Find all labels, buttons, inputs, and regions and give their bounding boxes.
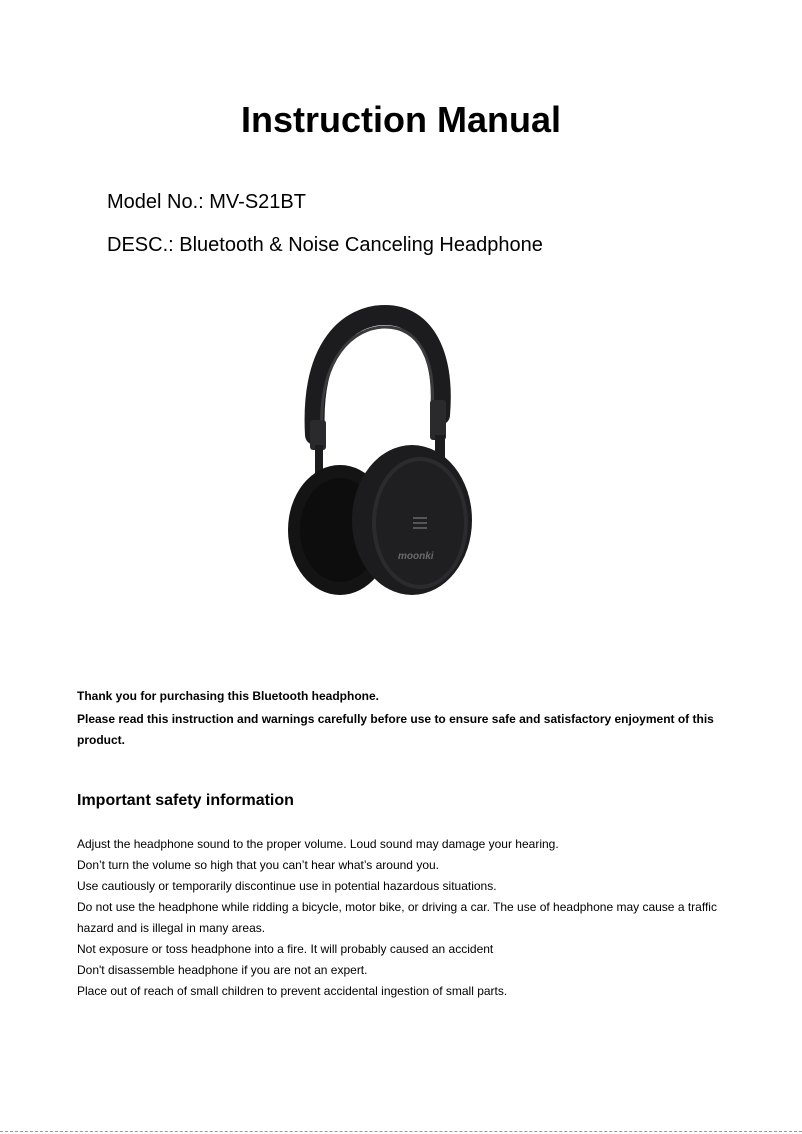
headband-icon (315, 315, 441, 435)
intro-section (77, 686, 737, 751)
page-bottom-divider (0, 1131, 802, 1132)
safety-item: Do not use the headphone while ridding a bicycle, motor bike, or driving a car. The use of headphone may cause a traffic hazard and is illegal in many areas. (77, 900, 717, 935)
safety-item: Place out of reach of small children to prevent accidental ingestion of small parts. (77, 984, 508, 998)
headphone-product-image (270, 305, 490, 605)
safety-item: Adjust the headphone sound to the proper volume. Loud sound may damage your hearing. (77, 837, 559, 851)
intro-thanks: Thank you for purchasing this Bluetooth headphone. (77, 689, 380, 703)
safety-item: Use cautiously or temporarily discontinue use in potential hazardous situations. (77, 879, 497, 893)
intro-warning: Please read this instruction and warnings carefully before use to ensure safe and satisfactory enjoyment of this product. (77, 712, 714, 747)
document-title: Instruction Manual (240, 99, 561, 140)
brand-logo: moonki (398, 551, 434, 562)
safety-list (77, 834, 737, 1002)
safety-item: Don’t turn the volume so high that you can’t hear what’s around you. (77, 858, 439, 872)
safety-item: Don't disassemble headphone if you are not an expert. (77, 963, 368, 977)
safety-heading: Important safety information (77, 792, 294, 809)
model-number: Model No.: MV-S21BT (107, 191, 306, 213)
product-description: DESC.: Bluetooth & Noise Canceling Headphone (107, 234, 543, 256)
safety-item: Not exposure or toss headphone into a fire. It will probably caused an accident (77, 942, 494, 956)
